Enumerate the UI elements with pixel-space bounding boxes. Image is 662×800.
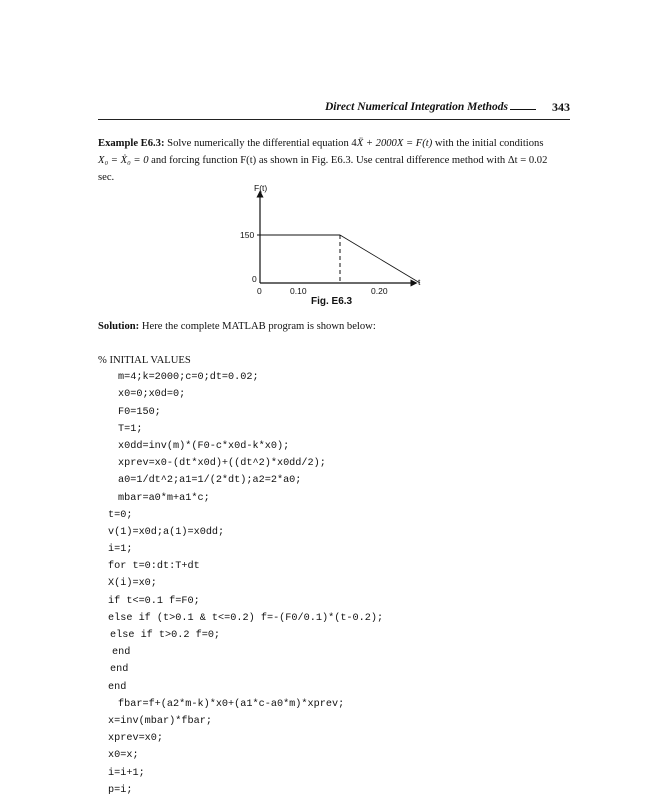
code-line: t=0; [108,509,133,521]
code-line: m=4;k=2000;c=0;dt=0.02; [118,372,259,384]
example-text-1: Solve numerically the differential equation 4 [167,138,357,149]
force-segment [340,235,420,283]
header-dash-rule [510,109,536,110]
example-statement [98,135,570,186]
code-line: % INITIAL VALUES [98,355,191,366]
force-time-plot [240,180,440,310]
example-label: Example E6.3: [98,138,165,149]
code-line: x=inv(mbar)*fbar; [108,715,212,727]
example-line-1 [98,135,570,152]
code-line: mbar=a0*m+a1*c; [118,492,210,504]
x-tick-020: 0.20 [371,286,388,296]
code-line: x0dd=inv(m)*(F0-c*x0d-k*x0); [118,440,290,452]
solution-line [98,318,570,335]
example-equation: Ẍ + 2000X = F(t) [356,138,433,149]
code-line: end [110,664,129,676]
x-axis-label: t [418,277,421,287]
code-line: T=1; [118,423,143,435]
example-text-3: sec. [98,172,115,183]
code-line: else if t>0.2 f=0; [110,630,221,641]
figure-e6-3 [240,180,440,310]
code-line: i=i+1; [108,767,145,779]
matlab-code-listing [98,352,578,799]
code-line: a0=1/dt^2;a1=1/(2*dt);a2=2*a0; [118,475,302,487]
solution-text: Here the complete MATLAB program is shown below: [141,321,376,332]
code-line: else if (t>0.1 & t<=0.2) f=-(F0/0.1)*(t-0.2); [108,612,384,624]
figure-caption: Fig. E6.3 [311,296,353,307]
page-number: 343 [552,100,570,114]
code-line: x0=0;x0d=0; [118,389,186,401]
code-line: xprev=x0-(dt*x0d)+((dt^2)*x0dd/2); [118,458,326,470]
x-tick-0: 0 [257,286,262,296]
x-tick-010: 0.10 [290,286,307,296]
solution-label: Solution: [98,321,140,332]
y-axis-label: F(t) [254,183,268,193]
code-line: fbar=f+(a2*m-k)*x0+(a1*c-a0*m)*xprev; [118,698,345,710]
y-tick-150: 150 [240,230,255,240]
code-line: end [112,647,131,659]
code-line: v(1)=x0d;a(1)=x0dd; [108,526,225,538]
code-line: F0=150; [118,406,161,418]
code-line: xprev=x0; [108,733,164,745]
initial-conditions: X₀ = Ẋ₀ = 0 [98,155,149,166]
code-line: end [108,681,127,693]
running-header [324,100,570,117]
code-line: i=1; [108,544,133,556]
header-rule [98,119,570,120]
code-line: x0=x; [108,750,139,762]
code-line: for t=0:dt:T+dt [108,561,200,573]
example-line-2 [98,152,570,169]
example-text-1-tail: with the initial conditions [434,138,544,149]
code-line: if t<=0.1 f=F0; [108,595,200,607]
example-text-2: and forcing function F(t) as shown in Fig. E6.3. Use central difference method with Δt = 0.02 [151,155,548,166]
code-line: p=i; [108,784,133,796]
code-line: X(i)=x0; [108,578,157,590]
y-tick-0: 0 [252,274,257,284]
running-title: Direct Numerical Integration Methods [324,101,508,113]
